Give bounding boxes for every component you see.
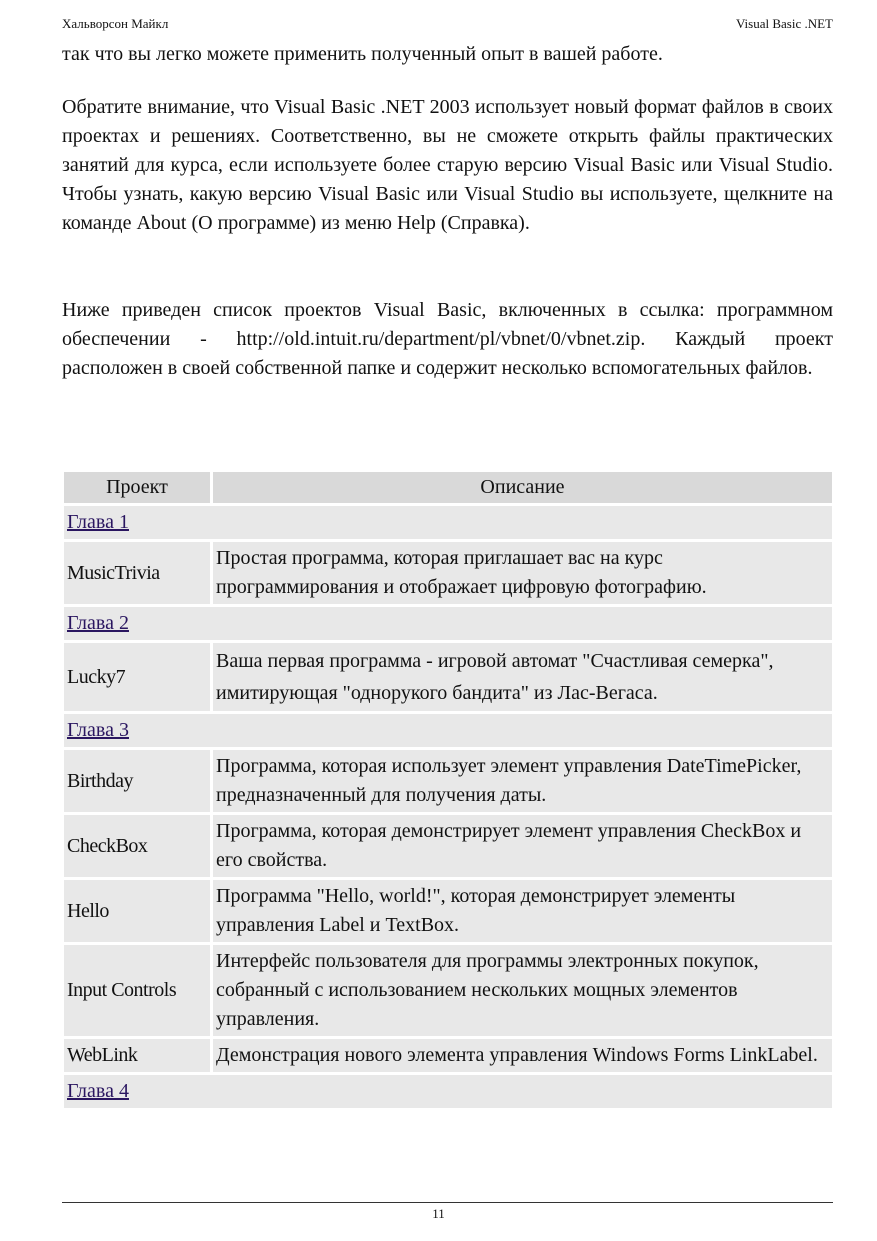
table-row <box>64 945 832 1036</box>
paragraph: Обратите внимание, что Visual Basic .NET 2003 использует новый формат файлов в своих проектах и решениях. Соответственно, вы не сможете открыть файлы практических занятий для курса, если используете более старую версию Visual Basic или Visual Studio. Чтобы узнать, какую версию Visual Basic или Visual Studio вы используете, щелкните на команде About (О программе) из меню Help (Справка). <box>62 96 833 234</box>
project-description: Программа "Hello, world!", которая демонстрирует элементы управления Label и TextBox. <box>213 880 832 942</box>
project-name: CheckBox <box>64 815 210 877</box>
footer-rule <box>62 1202 833 1203</box>
chapter-link[interactable]: Глава 1 <box>67 511 129 533</box>
chapter-link[interactable]: Глава 2 <box>67 612 129 634</box>
table-row <box>64 1039 832 1072</box>
project-name: Input Controls <box>64 945 210 1036</box>
table-row <box>64 643 832 711</box>
project-name: Hello <box>64 880 210 942</box>
table-row <box>64 542 832 604</box>
project-name: MusicTrivia <box>64 542 210 604</box>
project-name: WebLink <box>64 1039 210 1072</box>
projects-table <box>61 469 835 1111</box>
page-number: 11 <box>432 1206 445 1221</box>
table-row <box>64 880 832 942</box>
project-description: Демонстрация нового элемента управления Windows Forms LinkLabel. <box>213 1039 832 1072</box>
project-description: Простая программа, которая приглашает вас на курс программирования и отображает цифровую фотографию. <box>213 542 832 604</box>
column-header-project: Проект <box>64 472 210 503</box>
running-header-title: Visual Basic .NET <box>735 16 833 31</box>
running-header-author: Хальворсон Майкл <box>62 16 169 31</box>
chapter-row <box>64 1075 832 1108</box>
project-description: Ваша первая программа - игровой автомат "Счастливая семерка", имитирующая "однорукого бандита" из Лас-Вегаса. <box>213 643 832 711</box>
chapter-row <box>64 714 832 747</box>
project-description: Программа, которая демонстрирует элемент управления CheckBox и его свойства. <box>213 815 832 877</box>
project-description: Интерфейс пользователя для программы электронных покупок, собранный с использованием нескольких мощных элементов управления. <box>213 945 832 1036</box>
chapter-row <box>64 506 832 539</box>
column-header-description: Описание <box>213 472 832 503</box>
chapter-link[interactable]: Глава 3 <box>67 719 129 741</box>
paragraph: так что вы легко можете применить полученный опыт в вашей работе. <box>62 43 663 65</box>
table-row <box>64 815 832 877</box>
chapter-row <box>64 607 832 640</box>
table-header-row <box>64 472 832 503</box>
table-row <box>64 750 832 812</box>
paragraph: Ниже приведен список проектов Visual Basic, включенных в ссылка: программном обеспечении - http://old.intuit.ru/department/pl/vbnet/0/vbnet.zip. Каждый проект расположен в своей собственной папке и содержит несколько вспомогательных файлов. <box>62 299 833 379</box>
project-description: Программа, которая использует элемент управления DateTimePicker, предназначенный для получения даты. <box>213 750 832 812</box>
project-name: Lucky7 <box>64 643 210 711</box>
chapter-link[interactable]: Глава 4 <box>67 1080 129 1102</box>
project-name: Birthday <box>64 750 210 812</box>
